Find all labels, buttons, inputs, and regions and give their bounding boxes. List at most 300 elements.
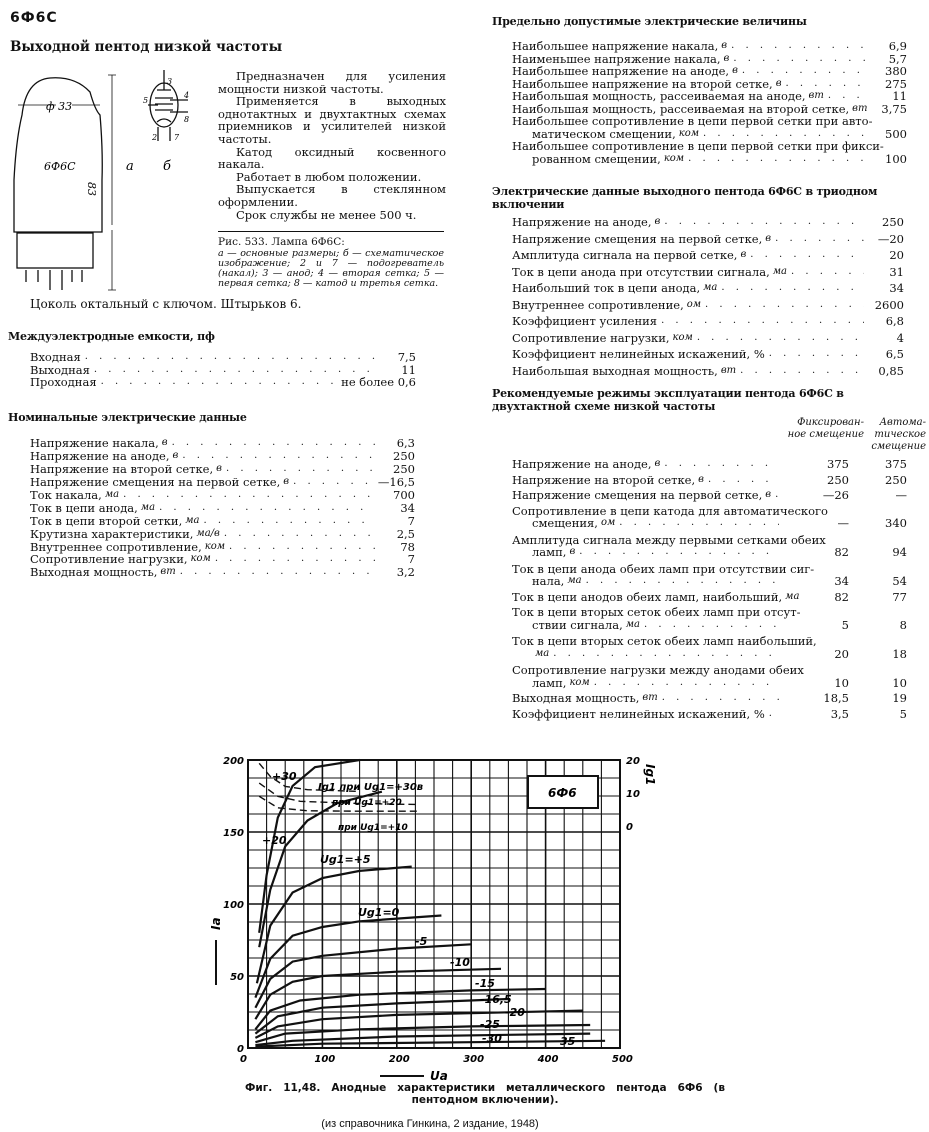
unit-label: ма [140, 501, 156, 513]
label-line [512, 474, 779, 487]
table-row [30, 501, 415, 514]
label-line [512, 282, 864, 295]
row-value: 100 [885, 151, 907, 166]
y-tick-label: 200 [223, 756, 244, 767]
description-paragraph: Выпускается в стеклянном оформлении. [218, 182, 446, 209]
dot-leader [697, 332, 864, 345]
row-value: не более 0,6 [341, 375, 416, 389]
row-value: 275 [885, 76, 907, 91]
label-text: Наибольшее напряжение накала, [512, 39, 719, 53]
pin-label: 5 [143, 96, 149, 105]
row-label [512, 634, 817, 660]
row-label [512, 90, 867, 103]
value-fixed-bias: 34 [834, 574, 849, 588]
table-row [512, 344, 904, 361]
label-text: Напряжение смещения на первой сетке, [512, 231, 763, 246]
table-row [512, 65, 907, 78]
description-paragraph: Катод оксидный косвенного накала. [218, 144, 446, 172]
label-line [30, 437, 375, 450]
dot-leader [204, 515, 375, 528]
value-fixed-bias: 5 [841, 617, 849, 632]
unit-label: ком [663, 152, 685, 164]
label-line [30, 463, 375, 476]
value-auto-bias: 5 [899, 706, 907, 721]
row-label [512, 315, 864, 328]
label-text: Ток в цепи анодов обеих ламп, наибольший, [512, 589, 783, 604]
table-row [512, 534, 907, 559]
table-row [512, 140, 907, 165]
dot-leader [123, 489, 375, 502]
table-row [512, 664, 907, 689]
row-value: 7 [407, 552, 415, 567]
value-fixed-bias: — [837, 516, 849, 530]
unit-label: в [698, 473, 704, 485]
row-label [512, 139, 884, 166]
unit-label: ком [672, 331, 693, 343]
dot-leader [775, 233, 864, 246]
label-line [30, 502, 375, 515]
value-auto-bias: 8 [899, 617, 907, 632]
label-text: рованном смещении, [532, 151, 661, 166]
dot-leader [828, 90, 867, 103]
dot-leader [733, 53, 867, 66]
triode-table [512, 212, 904, 377]
label-text: Наибольшее напряжение на второй сетке, [512, 76, 773, 91]
label-text: Ток в цепи анода обеих ламп при отсутствии сиг- [512, 561, 815, 576]
label-line [30, 450, 375, 463]
table-row [512, 262, 904, 279]
description [218, 70, 446, 221]
dot-leader [85, 351, 376, 364]
row-value: 6,9 [888, 39, 907, 53]
table-row [30, 376, 416, 389]
unit-label: ком [204, 540, 226, 552]
label-text: Внутреннее сопротивление, [512, 297, 684, 312]
x-tick-label: 200 [388, 1054, 410, 1065]
label-line [512, 546, 779, 559]
label-text: Выходная мощность, [512, 691, 640, 705]
row-label [30, 566, 375, 579]
label-line [512, 216, 864, 229]
table-row [512, 295, 904, 312]
unit-label: в [654, 216, 661, 227]
row-label [512, 233, 864, 246]
row-value: 7,5 [397, 350, 416, 364]
row-label [512, 348, 864, 361]
row-value: 34 [889, 281, 904, 295]
label-text: Входная [30, 350, 81, 364]
dot-leader [769, 348, 864, 361]
pin-label: 4 [184, 91, 190, 100]
row-label [512, 561, 815, 588]
label-text: Напряжение на второй сетке, [30, 462, 214, 477]
unit-label: вт [808, 90, 824, 101]
dot-leader [172, 437, 375, 450]
table-row [512, 90, 907, 103]
table-row [30, 553, 415, 566]
label-text: Наибольшее сопротивление в цепи первой сетки при фикси- [512, 139, 884, 153]
capacitances-table [30, 351, 416, 389]
label-line [30, 351, 376, 364]
label-text: Ток в цепи вторых сеток обеих ламп при отсут- [512, 605, 801, 619]
value-auto-bias: 250 [885, 472, 907, 487]
label-text: Наибольшая мощность, рассеиваемая на аноде, [512, 89, 806, 103]
value-auto-bias: 340 [885, 516, 907, 530]
unit-label: в [172, 450, 179, 462]
curve-label: -30 [482, 1032, 502, 1045]
unit-label: вт [160, 566, 176, 578]
row-label [512, 40, 867, 53]
unit-label: ом [686, 298, 702, 310]
ig1-curve-label: при Ug1=+20 [332, 798, 402, 808]
value-fixed-bias: 3,5 [830, 706, 849, 721]
dot-leader [101, 376, 342, 389]
value-auto-bias: — [895, 488, 907, 502]
row-label [512, 114, 873, 141]
row-value: —20 [877, 231, 904, 246]
label-text: Наибольшее сопротивление в цепи первой сетки при авто- [512, 114, 873, 128]
label-line [30, 528, 375, 541]
row-value: 4 [896, 330, 904, 345]
dot-leader [688, 153, 867, 166]
page-subtitle: Выходной пентод низкой частоты [10, 39, 283, 55]
dot-leader [594, 677, 779, 690]
unit-label: ма [535, 647, 550, 659]
label-line [512, 266, 864, 279]
dot-leader [705, 299, 864, 312]
value-auto-bias: 10 [892, 675, 907, 690]
label-text: Сопротивление в цепи катода для автоматического [512, 503, 828, 518]
table-row [512, 212, 904, 229]
chart-title: 6Ф6 [548, 786, 577, 800]
x-tick-label: 500 [612, 1054, 633, 1065]
dot-leader [553, 648, 779, 661]
dot-leader [769, 708, 779, 721]
label-line [512, 139, 884, 153]
dot-leader [664, 458, 779, 471]
row-value: 380 [885, 64, 907, 78]
row-label [512, 605, 801, 632]
nominal-table [30, 437, 415, 579]
row-label [30, 437, 375, 450]
unit-label: в [216, 463, 222, 475]
row-value: 11 [892, 89, 907, 103]
label-text: смещения, [532, 516, 598, 530]
dot-leader [721, 282, 864, 295]
unit-label: ма [625, 618, 640, 630]
unit-label: в [654, 458, 661, 469]
row-label [512, 663, 804, 690]
unit-label: ма [785, 590, 800, 602]
label-line [512, 589, 800, 604]
unit-label: вт [642, 692, 658, 703]
value-fixed-bias: 10 [834, 675, 849, 690]
label-text: Амплитуда сигнала на первой сетке, [512, 248, 738, 262]
unit-label: ком [678, 127, 700, 139]
label-line [512, 233, 864, 246]
table-row [30, 514, 415, 527]
height-label: 83 [85, 182, 98, 196]
label-text: Наибольшая мощность, рассеиваемая на второй сетке, [512, 101, 850, 116]
value-fixed-bias: 82 [834, 589, 849, 604]
table-row [512, 606, 907, 631]
row-label [512, 708, 779, 721]
row-value: 250 [882, 215, 904, 229]
row-value: 3,2 [396, 565, 415, 580]
label-text: Наименьшее напряжение накала, [512, 51, 721, 66]
description-paragraph: Работает в любом положении. [236, 169, 422, 184]
curve-label: +30 [272, 770, 297, 783]
dot-leader [215, 553, 375, 566]
row-value: 2,5 [396, 526, 415, 541]
unit-label: ом [600, 517, 616, 528]
row-value: 700 [393, 487, 415, 502]
dot-leader [586, 575, 779, 588]
label-line [30, 489, 375, 502]
y2-tick-label: 0 [626, 822, 633, 833]
row-label [512, 589, 800, 604]
pin-label: 2 [152, 133, 158, 142]
curve-label: -16,5 [480, 993, 512, 1006]
label-text: ламп, [532, 675, 567, 690]
row-label [512, 216, 864, 229]
label-text: Сопротивление нагрузки между анодами обеих [512, 663, 804, 677]
label-text: Сопротивление нагрузки, [30, 552, 188, 567]
table-row [512, 489, 907, 502]
label-line [512, 153, 867, 166]
label-text: Наибольший ток в цепи анода, [512, 281, 701, 295]
label-line [512, 40, 867, 53]
row-value: 6,8 [885, 314, 904, 328]
pin-label: 7 [174, 133, 180, 142]
label-text: Выходная мощность, [30, 565, 158, 580]
label-text: Напряжение на второй сетке, [512, 472, 696, 487]
base-note: Цоколь октальный с ключом. Штырьков 6. [30, 297, 302, 311]
label-line [512, 677, 779, 690]
label-text: Напряжение смещения на первой сетке, [30, 475, 281, 490]
table-row [512, 635, 907, 660]
ia-curve [255, 916, 441, 998]
label-text: Коэффициент нелинейных искажений, % [512, 706, 765, 721]
label-text: Ток в цепи анода, [30, 500, 138, 515]
label-line [512, 634, 817, 648]
label-text: ствии сигнала, [532, 617, 623, 632]
unit-label: в [161, 437, 168, 449]
unit-label: ма [185, 514, 200, 526]
table-row [512, 692, 907, 705]
row-value: 7 [407, 513, 415, 528]
table-row [30, 437, 415, 450]
tube-glass-label: 6Ф6С [44, 160, 76, 173]
unit-label: в [721, 40, 728, 51]
label-text: Ток в цепи второй сетки, [30, 513, 183, 528]
triode-heading: Электрические данные выходного пентода 6Ф6С в триодном включении [492, 185, 878, 211]
unit-label: ком [190, 553, 211, 565]
row-label [30, 463, 375, 476]
row-value: 11 [401, 362, 416, 377]
column-auto-bias: Автома-тическое смещение [871, 417, 926, 452]
curve-label: -20 [505, 1006, 525, 1019]
label-line [512, 605, 801, 619]
row-label [512, 266, 864, 279]
x-axis-label: Ua [430, 1069, 448, 1083]
curve-label: Ug1=0 [358, 906, 400, 919]
row-label [512, 458, 779, 471]
row-label [30, 515, 375, 528]
row-value: 78 [400, 539, 415, 554]
label-text: Выходная [30, 362, 90, 377]
dot-leader [731, 40, 867, 53]
table-row [512, 474, 907, 487]
value-fixed-bias: —26 [822, 488, 849, 502]
table-row [30, 476, 415, 489]
x-tick-label: 300 [463, 1054, 485, 1065]
label-line [512, 517, 779, 530]
curve-label: -15 [475, 977, 495, 990]
row-value: 20 [889, 248, 904, 262]
dot-leader [664, 216, 864, 229]
ia-curve [255, 1041, 605, 1047]
chart-caption: Фиг. 11,48. Анодные характеристики металлического пентода 6Ф6 (в пентодном включении). [245, 1082, 725, 1106]
label-text: Ток в цепи анода при отсутствии сигнала, [512, 264, 770, 279]
row-value: 3,75 [881, 101, 907, 116]
row-value: 34 [400, 500, 415, 515]
dot-leader [182, 450, 375, 463]
dot-leader [662, 692, 779, 705]
row-value: 5,7 [888, 51, 907, 66]
dot-leader [159, 502, 375, 515]
dot-leader [661, 315, 864, 328]
y2-tick-label: 20 [626, 756, 640, 767]
table-row [512, 361, 904, 378]
label-text: Сопротивление нагрузки, [512, 330, 670, 345]
pin-label: 8 [184, 115, 190, 124]
value-fixed-bias: 82 [834, 545, 849, 559]
y-tick-label: 100 [223, 900, 244, 911]
row-label [512, 299, 864, 312]
label-line [512, 489, 779, 502]
row-value: 250 [393, 449, 415, 464]
unit-label: вт [852, 102, 868, 114]
unit-label: в [765, 232, 772, 244]
row-label [30, 553, 375, 566]
label-line [512, 663, 804, 677]
label-line [30, 476, 375, 489]
unit-label: ма [772, 265, 787, 277]
label-line [512, 114, 873, 128]
pin-label: 3 [167, 77, 173, 86]
label-text: ламп, [532, 545, 567, 559]
unit-label: ма/в [196, 527, 220, 539]
row-label [512, 282, 864, 295]
caption-title: Рис. 533. Лампа 6Ф6С: [218, 236, 345, 248]
y-tick-label: 50 [230, 972, 244, 983]
dot-leader [579, 546, 779, 559]
dot-leader [293, 476, 375, 489]
row-label [30, 476, 375, 489]
limits-table [512, 40, 907, 165]
value-fixed-bias: 250 [827, 472, 849, 487]
label-line [30, 541, 375, 554]
row-label [512, 692, 779, 705]
table-row [30, 540, 415, 553]
row-value: 31 [889, 264, 904, 279]
table-row [512, 505, 907, 530]
label-text: Коэффициент усиления [512, 314, 658, 328]
x-tick-label: 400 [537, 1054, 559, 1065]
divider [218, 231, 444, 232]
limits-heading: Предельно допустимые электрические величины [492, 15, 807, 28]
pushpull-table [512, 458, 907, 720]
y-tick-label: 150 [223, 828, 244, 839]
curve-label: -10 [450, 956, 470, 969]
row-label [512, 332, 864, 345]
tube-code: 6Ф6С [10, 10, 58, 26]
row-label [512, 249, 864, 262]
row-label [30, 489, 375, 502]
table-row [512, 245, 904, 262]
label-text: Напряжение на аноде, [512, 457, 652, 471]
label-line [512, 692, 779, 705]
figure-caption-533 [218, 237, 444, 289]
row-label [30, 528, 375, 541]
value-auto-bias: 94 [892, 545, 907, 559]
table-row [512, 708, 907, 721]
anode-characteristics-chart [200, 740, 660, 1085]
label-line [512, 708, 779, 721]
label-text: Проходная [30, 375, 97, 389]
label-text: Напряжение на аноде, [512, 215, 652, 229]
description-paragraph: Применяется в выходных однотактных и двухтактных схемах приемников и усилителей низкой частоты. [218, 94, 446, 146]
row-label [512, 474, 779, 487]
label-line [512, 458, 779, 471]
table-row [512, 40, 907, 53]
label-line [512, 348, 864, 361]
row-value: 2600 [874, 297, 904, 312]
table-row [512, 311, 904, 328]
row-value: —16,5 [377, 475, 415, 490]
source-note: (из справочника Гинкина, 2 издание, 1948) [321, 1118, 539, 1130]
unit-label: в [723, 52, 730, 64]
caption-text: а — основные размеры; б — схематическое изображение; 2 и 7 — подогреватель (накал); 3 — анод; 4 — вторая сетка; 5 — первая сетка; 8 — катод и третья сетка. [218, 248, 444, 289]
label-line [512, 332, 864, 345]
dot-leader [224, 528, 375, 541]
dot-leader [180, 566, 375, 579]
dot-leader [750, 249, 864, 262]
label-line [512, 619, 779, 632]
table-row [512, 278, 904, 295]
table-row [512, 563, 907, 588]
capacitances-heading: Междуэлектродные емкости, пф [8, 330, 215, 343]
label-line [30, 515, 375, 528]
label-text: Напряжение накала, [30, 436, 159, 451]
label-text: Внутреннее сопротивление, [30, 539, 202, 554]
unit-label: в [765, 489, 772, 500]
label-text: нала, [532, 574, 565, 588]
ig1-curve-label: при Ug1=+10 [338, 823, 408, 833]
table-row [512, 115, 907, 140]
label-text: Амплитуда сигнала между первыми сетками обеих [512, 532, 826, 547]
unit-label: ма [104, 488, 120, 500]
row-value: 6,5 [885, 347, 904, 361]
curve-label: -25 [480, 1018, 500, 1031]
nominal-heading: Номинальные электрические данные [8, 411, 247, 424]
value-fixed-bias: 20 [834, 646, 849, 661]
value-auto-bias: 18 [892, 646, 907, 661]
y-axis-label: Ia [209, 917, 223, 930]
curve-label: +20 [262, 834, 287, 847]
table-row [30, 351, 416, 364]
